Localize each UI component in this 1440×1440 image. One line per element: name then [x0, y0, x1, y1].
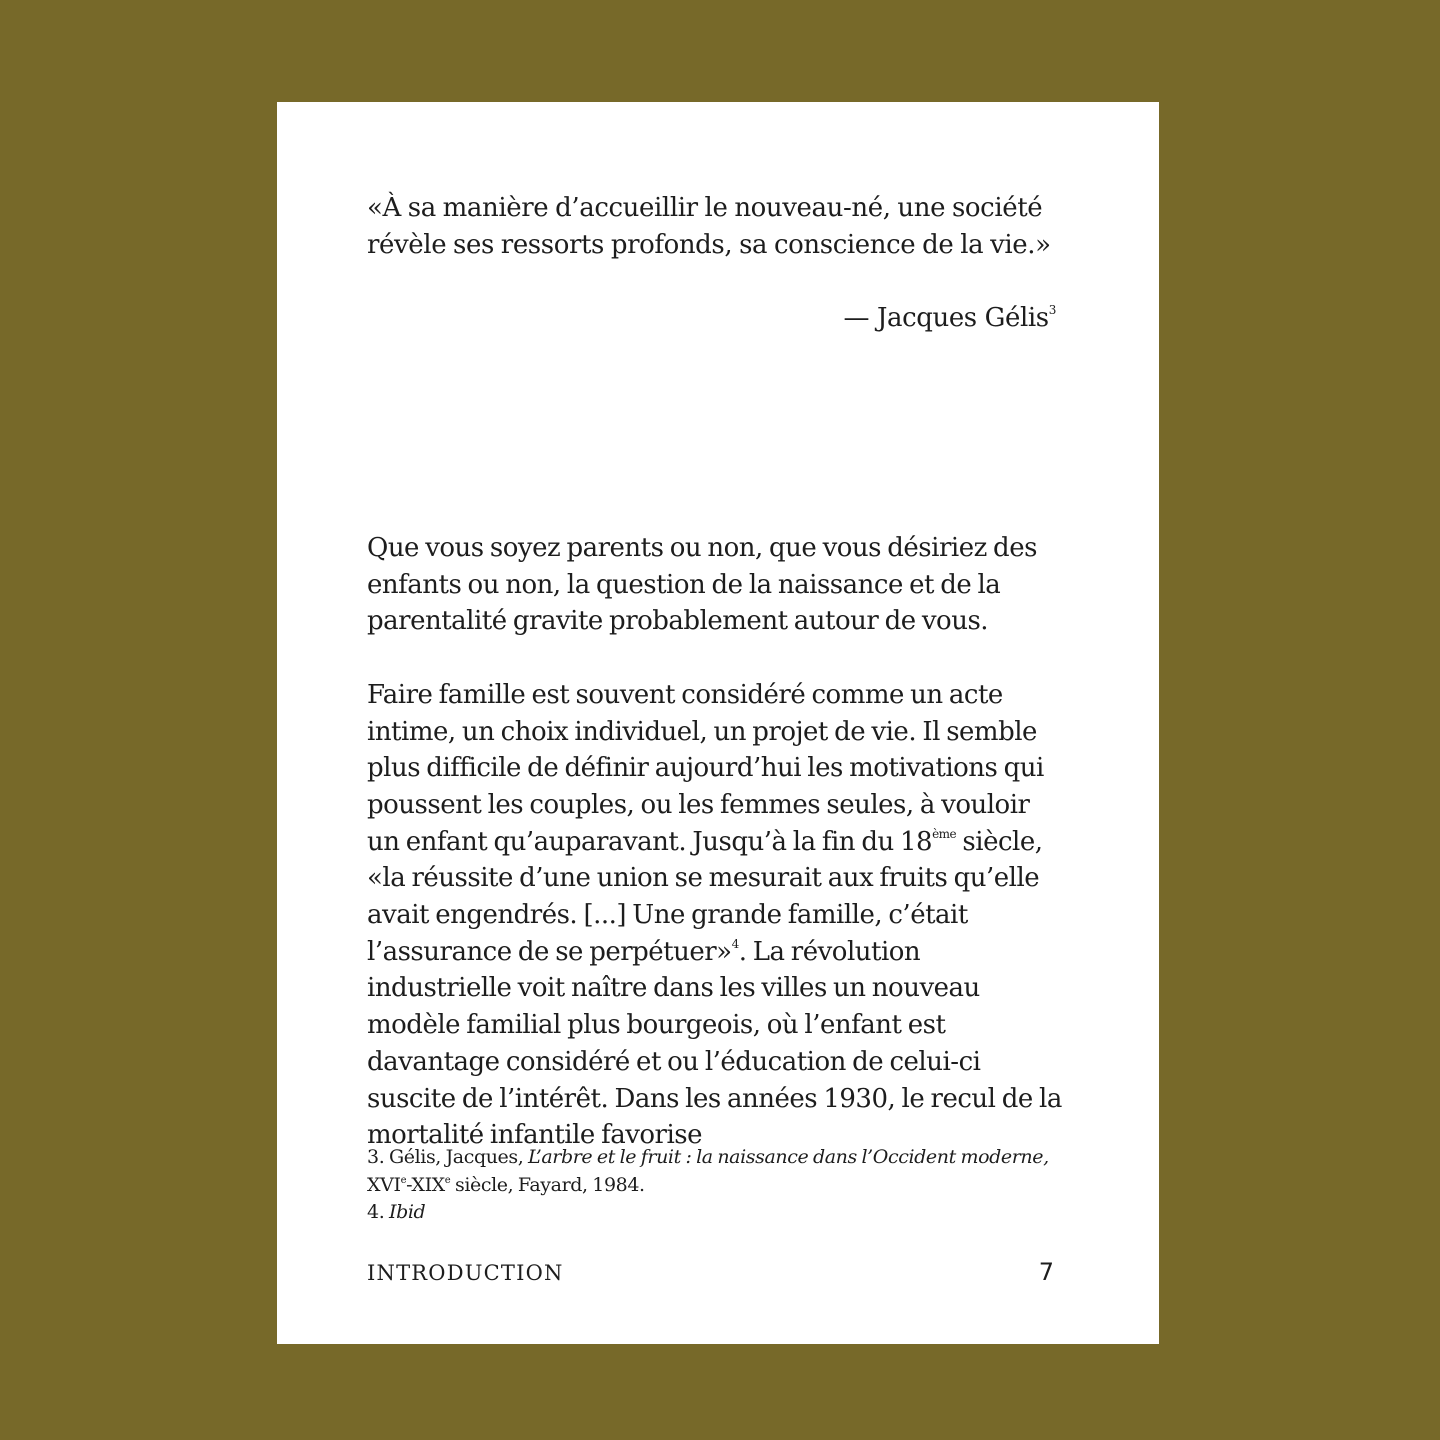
page-number: 7: [1038, 1258, 1054, 1286]
body-text: [367, 530, 1067, 1191]
epigraph-line-2: révèle ses ressorts profonds, sa conscience de la vie.»: [367, 229, 1051, 260]
footnote-4: [367, 1199, 1067, 1227]
epigraph-quote: [367, 190, 1067, 263]
paragraph-2-part-2: siècle, «la réussite d’une union se mesurait aux fruits qu’elle avait engendrés. [...] Une grande famille, c’était l’assurance de se perpétuer»: [367, 826, 1043, 967]
attribution-author: — Jacques Gélis: [843, 303, 1049, 333]
footnote-3-prefix: 3. Gélis, Jacques,: [367, 1146, 529, 1168]
superscript-eme: ème: [932, 826, 957, 841]
section-label: INTRODUCTION: [367, 1261, 564, 1285]
footnotes: [367, 1144, 1067, 1227]
footnote-4-prefix: 4.: [367, 1201, 389, 1223]
footnote-3-century-start: XVI: [367, 1173, 401, 1196]
footnote-ref-3: 3: [1048, 303, 1056, 317]
footnote-3-sup-1: e: [400, 1174, 407, 1186]
paragraph-2-part-1: Faire famille est souvent considéré comme un acte intime, un choix individuel, un projet de vie. Il semble plus difficile de définir aujourd’hui les motivations qui poussent les couples, ou les femmes seules, à vouloir un enfant qu’auparavant. Jusqu’à la fin du 18: [367, 679, 1044, 857]
paragraph-2: [367, 677, 1067, 1154]
footnote-3-century-end: -XIX: [406, 1173, 445, 1196]
paragraph-1: Que vous soyez parents ou non, que vous désiriez des enfants ou non, la question de la naissance et de la parentalité gravite probablement autour de vous.: [367, 533, 1037, 637]
footnote-3: [367, 1144, 1067, 1199]
footnote-3-sup-2: e: [444, 1174, 451, 1186]
footnote-3-suffix: siècle, Fayard, 1984.: [450, 1173, 645, 1196]
epigraph-attribution: [843, 300, 1056, 336]
footnote-ref-4: 4: [731, 936, 739, 951]
paragraph-2-part-3: . La révolution industrielle voit naître dans les villes un nouveau modèle familial plus bourgeois, où l’enfant est davantage considéré et ou l’éducation de celui-ci suscite de l’intérêt. Dans les années 1930, le recul de la mortalité infantile favorise: [367, 936, 1062, 1151]
epigraph-line-1: «À sa manière d’accueillir le nouveau-né, une société: [367, 193, 1043, 223]
footnote-4-title: Ibid: [388, 1201, 426, 1223]
footnote-3-title: L’arbre et le fruit : la naissance dans l’Occident moderne,: [528, 1146, 1049, 1168]
book-page: [277, 102, 1159, 1344]
